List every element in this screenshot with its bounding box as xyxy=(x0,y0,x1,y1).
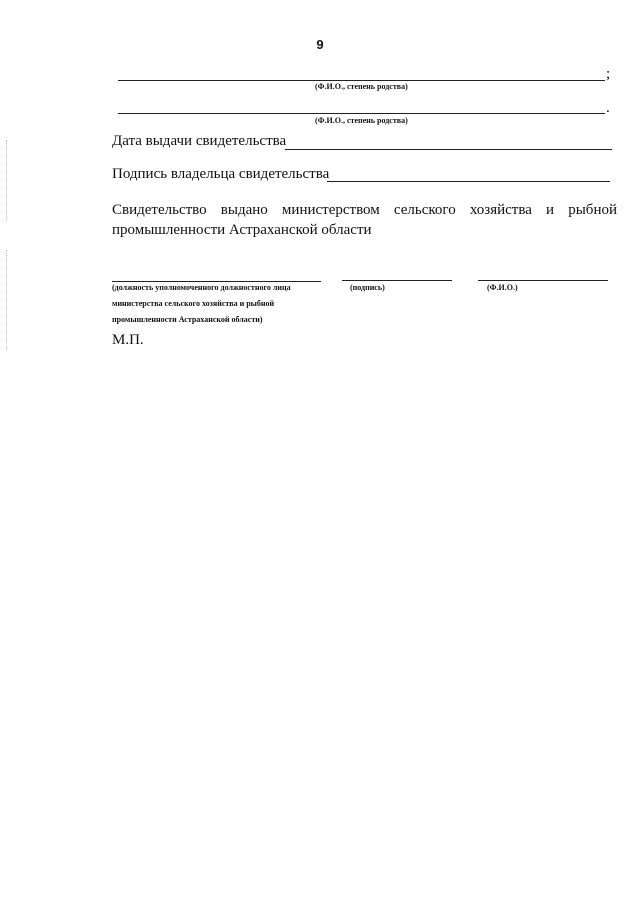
position-caption-line-2: министерства сельского хозяйства и рыбной xyxy=(112,299,275,308)
relative-line-2-end-mark: . xyxy=(606,100,610,116)
relative-line-1 xyxy=(118,80,605,81)
name-caption: (Ф.И.О.) xyxy=(487,283,518,292)
name-line xyxy=(478,280,608,281)
owner-signature-label: Подпись владельца свидетельства xyxy=(112,166,330,182)
page-number: 9 xyxy=(316,37,324,52)
position-caption-line-1: (должность уполномоченного должностного лица xyxy=(112,283,291,292)
issued-by-text: Свидетельство выдано министерством сельского хозяйства и рыбной промышленности Астраханской области xyxy=(112,202,617,238)
stamp-place: М.П. xyxy=(112,332,144,348)
relative-line-1-end-mark: ; xyxy=(606,66,611,82)
relative-line-1-caption: (Ф.И.О., степень родства) xyxy=(315,82,408,91)
signature-line xyxy=(342,280,452,281)
signature-caption: (подпись) xyxy=(350,283,385,292)
position-caption-line-3: промышленности Астраханской области) xyxy=(112,315,263,324)
scan-edge-mark-bottom xyxy=(6,250,7,350)
scan-edge-mark-top xyxy=(6,140,7,220)
relative-line-2 xyxy=(118,113,605,114)
issue-date-line xyxy=(285,149,612,150)
relative-line-2-caption: (Ф.И.О., степень родства) xyxy=(315,116,408,125)
position-line xyxy=(112,281,321,282)
issue-date-label: Дата выдачи свидетельства xyxy=(112,133,287,149)
owner-signature-line xyxy=(327,181,610,182)
